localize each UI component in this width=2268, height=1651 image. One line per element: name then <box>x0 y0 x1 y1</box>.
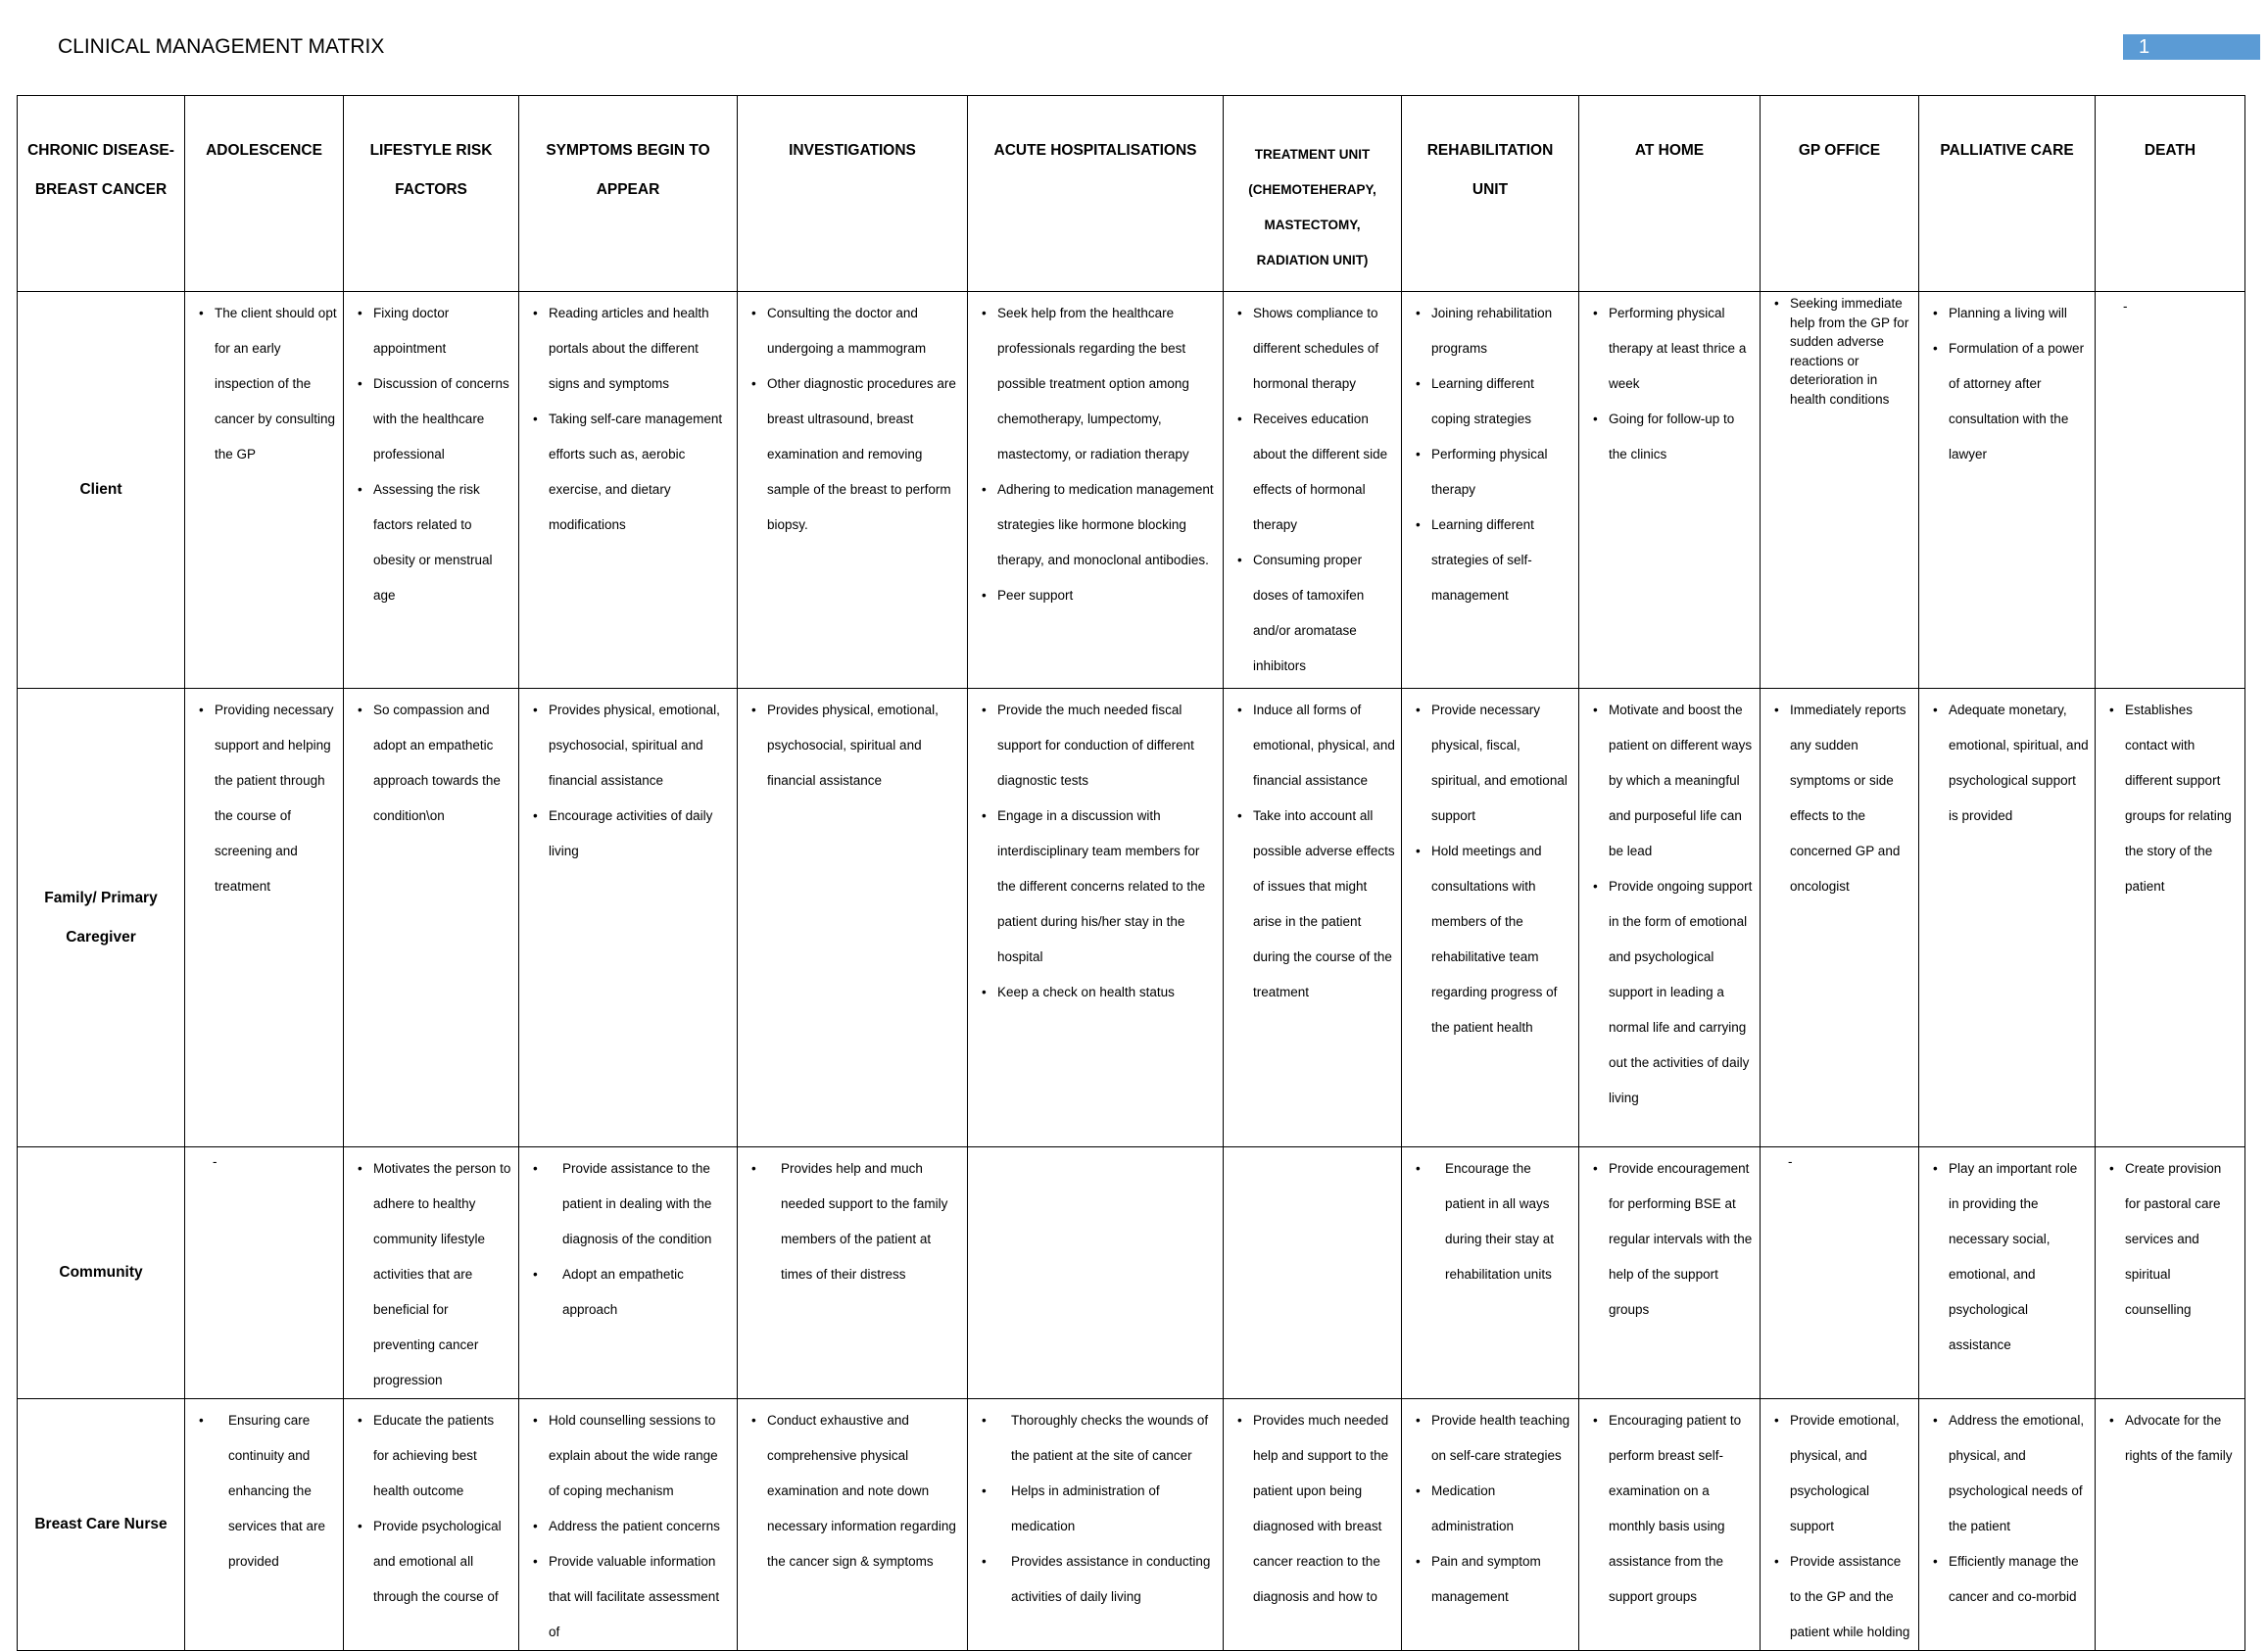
list-item: • Pain and symptom management <box>1416 1544 1572 1615</box>
table-cell <box>344 1147 519 1399</box>
column-header: ACUTE HOSPITALISATIONS <box>968 96 1224 292</box>
bullet-list <box>968 689 1223 1010</box>
column-header: PALLIATIVE CARE <box>1919 96 2096 292</box>
list-item: • Consulting the doctor and undergoing a mammogram <box>751 296 961 366</box>
list-item: • Efficiently manage the cancer and co-morbid <box>1933 1544 2089 1615</box>
table-cell <box>1919 689 2096 1147</box>
list-item: • Provide assistance to the GP and the patient while holding <box>1774 1544 1912 1650</box>
list-item: • Encourage the patient in all ways during their stay at rehabilitation units <box>1416 1151 1572 1292</box>
page-title: CLINICAL MANAGEMENT MATRIX <box>58 35 385 58</box>
row-header: Community <box>18 1147 185 1399</box>
table-cell <box>1402 1147 1579 1399</box>
table-cell <box>344 689 519 1147</box>
table-cell <box>1919 1399 2096 1651</box>
bullet-list <box>738 1399 967 1579</box>
list-item: • Adopt an empathetic approach <box>533 1257 731 1328</box>
list-item: • Receives education about the different side effects of hormonal therapy <box>1237 402 1395 543</box>
clinical-management-matrix <box>17 95 2245 1651</box>
list-item: • Educate the patients for achieving best health outcome <box>358 1403 512 1509</box>
bullet-list <box>1579 1147 1760 1328</box>
table-cell <box>738 689 968 1147</box>
table-cell <box>2096 689 2245 1147</box>
column-header: ADOLESCENCE <box>185 96 344 292</box>
list-item: • Provide assistance to the patient in dealing with the diagnosis of the condition <box>533 1151 731 1257</box>
column-header: SYMPTOMS BEGIN TO APPEAR <box>519 96 738 292</box>
list-item: • Seek help from the healthcare professionals regarding the best possible treatment option among chemotherapy, lumpectomy, mastectomy, or radiation therapy <box>982 296 1217 472</box>
bullet-list <box>344 1399 518 1615</box>
list-item: • Taking self-care management efforts such as, aerobic exercise, and dietary modifications <box>533 402 731 543</box>
list-item: • Provide necessary physical, fiscal, spiritual, and emotional support <box>1416 693 1572 834</box>
bullet-list <box>2096 1399 2244 1474</box>
list-item: • Provide the much needed fiscal support for conduction of different diagnostic tests <box>982 693 1217 799</box>
bullet-list <box>968 292 1223 613</box>
table-row <box>18 1399 2245 1651</box>
table-cell <box>968 1399 1224 1651</box>
bullet-list <box>519 689 737 869</box>
list-item: • Provide ongoing support in the form of emotional and psychological support in leading a normal life and carrying out the activities of daily living <box>1593 869 1754 1116</box>
table-cell <box>738 1147 968 1399</box>
bullet-list <box>1402 292 1578 613</box>
table-cell <box>519 1399 738 1651</box>
list-item: • Helps in administration of medication <box>982 1474 1217 1544</box>
list-item: • Shows compliance to different schedules of hormonal therapy <box>1237 296 1395 402</box>
table-cell <box>1402 689 1579 1147</box>
column-header: AT HOME <box>1579 96 1761 292</box>
table-cell <box>1579 1147 1761 1399</box>
bullet-list <box>1579 689 1760 1116</box>
list-item: • Planning a living will <box>1933 296 2089 331</box>
bullet-list <box>1224 292 1401 684</box>
table-cell <box>185 292 344 689</box>
bullet-list <box>1402 1147 1578 1292</box>
list-item: • Learning different coping strategies <box>1416 366 1572 437</box>
bullet-list <box>968 1399 1223 1615</box>
list-item: • Seeking immediate help from the GP for sudden adverse reactions or deterioration in health conditions <box>1774 294 1912 409</box>
bullet-list <box>1402 689 1578 1045</box>
bullet-list <box>1402 1399 1578 1615</box>
table-cell <box>519 1147 738 1399</box>
list-item: • Address the emotional, physical, and psychological needs of the patient <box>1933 1403 2089 1544</box>
table-cell <box>738 1399 968 1651</box>
empty-marker: - <box>2123 299 2128 314</box>
table-cell <box>1919 1147 2096 1399</box>
table-cell <box>1761 1399 1919 1651</box>
list-item: • Provide health teaching on self-care strategies <box>1416 1403 1572 1474</box>
bullet-list <box>1579 292 1760 472</box>
bullet-list <box>738 689 967 799</box>
bullet-list <box>1579 1399 1760 1615</box>
list-item: • Learning different strategies of self-management <box>1416 508 1572 613</box>
bullet-list <box>1761 1399 1918 1650</box>
table-cell <box>1761 689 1919 1147</box>
list-item: • Joining rehabilitation programs <box>1416 296 1572 366</box>
table-cell <box>344 292 519 689</box>
list-item: • Provide psychological and emotional all through the course of <box>358 1509 512 1615</box>
table-cell <box>1224 1147 1402 1399</box>
list-item: • Provide encouragement for performing BSE at regular intervals with the help of the support groups <box>1593 1151 1754 1328</box>
list-item: • Establishes contact with different support groups for relating the story of the patient <box>2109 693 2239 904</box>
list-item: • Performing physical therapy <box>1416 437 1572 508</box>
table-cell <box>1579 292 1761 689</box>
bullet-list <box>344 689 518 834</box>
table-cell <box>738 292 968 689</box>
list-item: • Assessing the risk factors related to obesity or menstrual age <box>358 472 512 613</box>
table-cell <box>2096 1147 2245 1399</box>
list-item: • Peer support <box>982 578 1217 613</box>
list-item: • Create provision for pastoral care services and spiritual counselling <box>2109 1151 2239 1328</box>
table-cell <box>2096 1399 2245 1651</box>
bullet-list <box>185 292 343 472</box>
table-cell <box>344 1399 519 1651</box>
list-item: • Motivates the person to adhere to healthy community lifestyle activities that are beneficial for preventing cancer progression <box>358 1151 512 1398</box>
bullet-list <box>738 1147 967 1292</box>
table-row <box>18 292 2245 689</box>
table-cell <box>968 1147 1224 1399</box>
header-row <box>18 96 2245 292</box>
page-number: 1 <box>2123 34 2260 60</box>
table-cell <box>1919 292 2096 689</box>
table-cell <box>2096 292 2245 689</box>
list-item: • Induce all forms of emotional, physical, and financial assistance <box>1237 693 1395 799</box>
bullet-list <box>1761 689 1918 904</box>
list-item: • Adequate monetary, emotional, spiritual, and psychological support is provided <box>1933 693 2089 834</box>
table-cell <box>185 1399 344 1651</box>
table-cell <box>1224 292 1402 689</box>
list-item: • Encourage activities of daily living <box>533 799 731 869</box>
bullet-list <box>2096 689 2244 904</box>
list-item: • Formulation of a power of attorney after consultation with the lawyer <box>1933 331 2089 472</box>
table-cell <box>1579 689 1761 1147</box>
bullet-list <box>519 292 737 543</box>
list-item: • Provides help and much needed support to the family members of the patient at times of their distress <box>751 1151 961 1292</box>
bullet-list <box>1761 292 1918 409</box>
bullet-list <box>2096 1147 2244 1328</box>
bullet-list <box>1919 1399 2095 1615</box>
table-cell <box>1402 292 1579 689</box>
list-item: • Hold counselling sessions to explain about the wide range of coping mechanism <box>533 1403 731 1509</box>
list-item: • The client should opt for an early inspection of the cancer by consulting the GP <box>199 296 337 472</box>
bullet-list <box>344 292 518 613</box>
column-header: TREATMENT UNIT (CHEMOTEHERAPY, MASTECTOMY, RADIATION UNIT) <box>1224 96 1402 292</box>
table-cell <box>968 689 1224 1147</box>
list-item: • Immediately reports any sudden symptoms or side effects to the concerned GP and oncologist <box>1774 693 1912 904</box>
table-cell <box>519 689 738 1147</box>
table-row <box>18 689 2245 1147</box>
list-item: • Thoroughly checks the wounds of the patient at the site of cancer <box>982 1403 1217 1474</box>
column-header: CHRONIC DISEASE-BREAST CANCER <box>18 96 185 292</box>
bullet-list <box>344 1147 518 1398</box>
list-item: • Keep a check on health status <box>982 975 1217 1010</box>
list-item: • Other diagnostic procedures are breast ultrasound, breast examination and removing sample of the breast to perform biopsy. <box>751 366 961 543</box>
list-item: • Provides physical, emotional, psychosocial, spiritual and financial assistance <box>533 693 731 799</box>
list-item: • Provide valuable information that will facilitate assessment of <box>533 1544 731 1650</box>
list-item: • Provides much needed help and support to the patient upon being diagnosed with breast cancer reaction to the diagnosis and how to <box>1237 1403 1395 1615</box>
table-cell <box>1224 1399 1402 1651</box>
empty-marker: - <box>1788 1154 1793 1169</box>
table-cell <box>519 292 738 689</box>
bullet-list <box>185 1399 343 1579</box>
table-cell <box>1224 689 1402 1147</box>
row-header: Breast Care Nurse <box>18 1399 185 1651</box>
table-cell <box>1761 1147 1919 1399</box>
list-item: • Encouraging patient to perform breast self-examination on a monthly basis using assistance from the support groups <box>1593 1403 1754 1615</box>
table-row <box>18 1147 2245 1399</box>
table-cell <box>1402 1399 1579 1651</box>
table-cell <box>968 292 1224 689</box>
list-item: • Going for follow-up to the clinics <box>1593 402 1754 472</box>
bullet-list <box>1919 689 2095 834</box>
bullet-list <box>1919 1147 2095 1363</box>
bullet-list <box>738 292 967 543</box>
row-header: Client <box>18 292 185 689</box>
empty-marker: - <box>213 1154 217 1169</box>
list-item: • Providing necessary support and helping the patient through the course of screening and treatment <box>199 693 337 904</box>
list-item: • Reading articles and health portals about the different signs and symptoms <box>533 296 731 402</box>
list-item: • Take into account all possible adverse effects of issues that might arise in the patient during the course of the treatment <box>1237 799 1395 1010</box>
list-item: • Discussion of concerns with the healthcare professional <box>358 366 512 472</box>
column-header: INVESTIGATIONS <box>738 96 968 292</box>
list-item: • Address the patient concerns <box>533 1509 731 1544</box>
list-item: • Ensuring care continuity and enhancing the services that are provided <box>199 1403 337 1579</box>
table-cell <box>185 1147 344 1399</box>
list-item: • Engage in a discussion with interdisciplinary team members for the different concerns related to the patient during his/her stay in the hospital <box>982 799 1217 975</box>
column-header: GP OFFICE <box>1761 96 1919 292</box>
list-item: • Conduct exhaustive and comprehensive physical examination and note down necessary information regarding the cancer sign & symptoms <box>751 1403 961 1579</box>
list-item: • Medication administration <box>1416 1474 1572 1544</box>
table-cell <box>1579 1399 1761 1651</box>
list-item: • So compassion and adopt an empathetic approach towards the condition\on <box>358 693 512 834</box>
list-item: • Adhering to medication management strategies like hormone blocking therapy, and monoclonal antibodies. <box>982 472 1217 578</box>
column-header: DEATH <box>2096 96 2245 292</box>
list-item: • Provide emotional, physical, and psychological support <box>1774 1403 1912 1544</box>
bullet-list <box>1919 292 2095 472</box>
table-cell <box>185 689 344 1147</box>
list-item: • Consuming proper doses of tamoxifen and/or aromatase inhibitors <box>1237 543 1395 684</box>
list-item: • Hold meetings and consultations with members of the rehabilitative team regarding progress of the patient health <box>1416 834 1572 1045</box>
bullet-list <box>1224 689 1401 1010</box>
bullet-list <box>185 689 343 904</box>
list-item: • Fixing doctor appointment <box>358 296 512 366</box>
row-header: Family/ Primary Caregiver <box>18 689 185 1147</box>
list-item: • Provides physical, emotional, psychosocial, spiritual and financial assistance <box>751 693 961 799</box>
list-item: • Performing physical therapy at least thrice a week <box>1593 296 1754 402</box>
list-item: • Motivate and boost the patient on different ways by which a meaningful and purposeful life can be lead <box>1593 693 1754 869</box>
bullet-list <box>1224 1399 1401 1615</box>
column-header: LIFESTYLE RISK FACTORS <box>344 96 519 292</box>
list-item: • Play an important role in providing the necessary social, emotional, and psychological assistance <box>1933 1151 2089 1363</box>
column-header: REHABILITATION UNIT <box>1402 96 1579 292</box>
bullet-list <box>519 1399 737 1650</box>
table-cell <box>1761 292 1919 689</box>
list-item: • Provides assistance in conducting activities of daily living <box>982 1544 1217 1615</box>
list-item: • Advocate for the rights of the family <box>2109 1403 2239 1474</box>
bullet-list <box>519 1147 737 1328</box>
